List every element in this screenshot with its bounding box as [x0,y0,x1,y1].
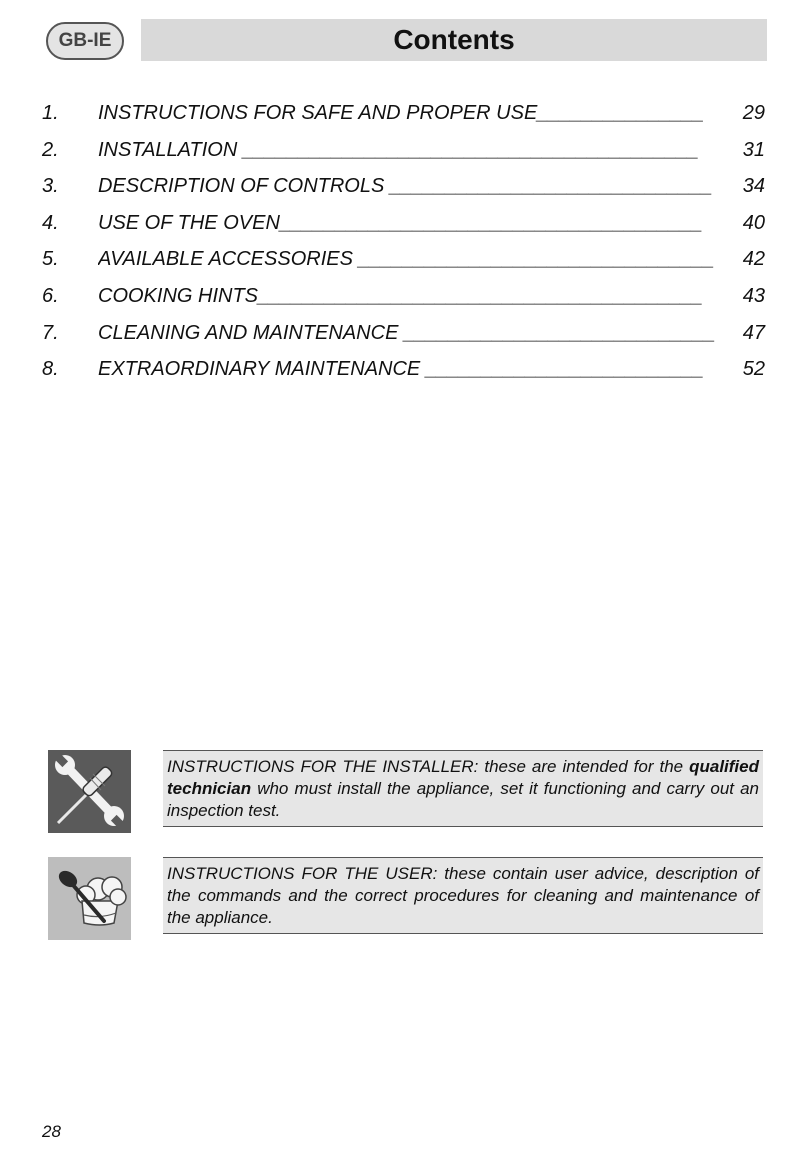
wrench-screwdriver-icon [48,750,131,833]
toc-number: 2. [42,138,59,161]
toc-title: CLEANING AND MAINTENANCE ____________________________ [98,321,716,344]
toc-number: 1. [42,102,59,124]
installer-note [163,750,763,827]
toc-page: 31 [742,138,765,161]
table-of-contents [42,95,767,388]
toc-row[interactable] [42,278,767,315]
toc-number: 7. [42,321,59,344]
toc-page: 52 [742,358,765,381]
toc-number: 4. [42,211,59,234]
toc-title: EXTRAORDINARY MAINTENANCE _________________________ [98,358,704,381]
spoon-chef-hat-icon [48,857,131,940]
toc-page: 47 [742,321,765,344]
installer-note-text-end: who must install the appliance, set it functioning and carry out an inspection test. [167,779,759,820]
region-badge: GB-IE [46,22,124,60]
toc-page: 34 [742,175,765,198]
toc-title: INSTRUCTIONS FOR SAFE AND PROPER USE_______________ [98,102,705,124]
toc-title: DESCRIPTION OF CONTROLS _____________________________ [98,175,713,198]
page-title: Contents [141,19,767,61]
toc-number: 3. [42,175,59,198]
toc-row[interactable] [42,205,767,242]
toc-title: INSTALLATION _________________________________________ [98,138,699,161]
toc-row[interactable] [42,132,767,169]
toc-row[interactable] [42,241,767,278]
toc-title: AVAILABLE ACCESSORIES ________________________________ [98,248,715,271]
toc-page: 29 [742,102,765,124]
toc-title: USE OF THE OVEN______________________________________ [98,211,703,234]
toc-title: COOKING HINTS________________________________________ [98,284,703,307]
user-note: INSTRUCTIONS FOR THE USER: these contain user advice, description of the commands and the correct procedures for cleaning and maintenance of the appliance. [163,857,763,934]
installer-note-text: INSTRUCTIONS FOR THE INSTALLER: these are intended for the [167,757,690,776]
toc-number: 6. [42,284,59,307]
toc-row[interactable] [42,168,767,205]
toc-page: 43 [742,284,765,307]
toc-page: 42 [742,248,765,271]
toc-page: 40 [742,211,765,234]
toc-row[interactable] [42,351,767,388]
installer-note-bold: qualified technician [167,757,759,798]
toc-row[interactable] [42,95,767,132]
page-number: 28 [42,1122,61,1141]
toc-row[interactable] [42,315,767,352]
toc-number: 8. [42,358,59,381]
toc-number: 5. [42,248,59,271]
